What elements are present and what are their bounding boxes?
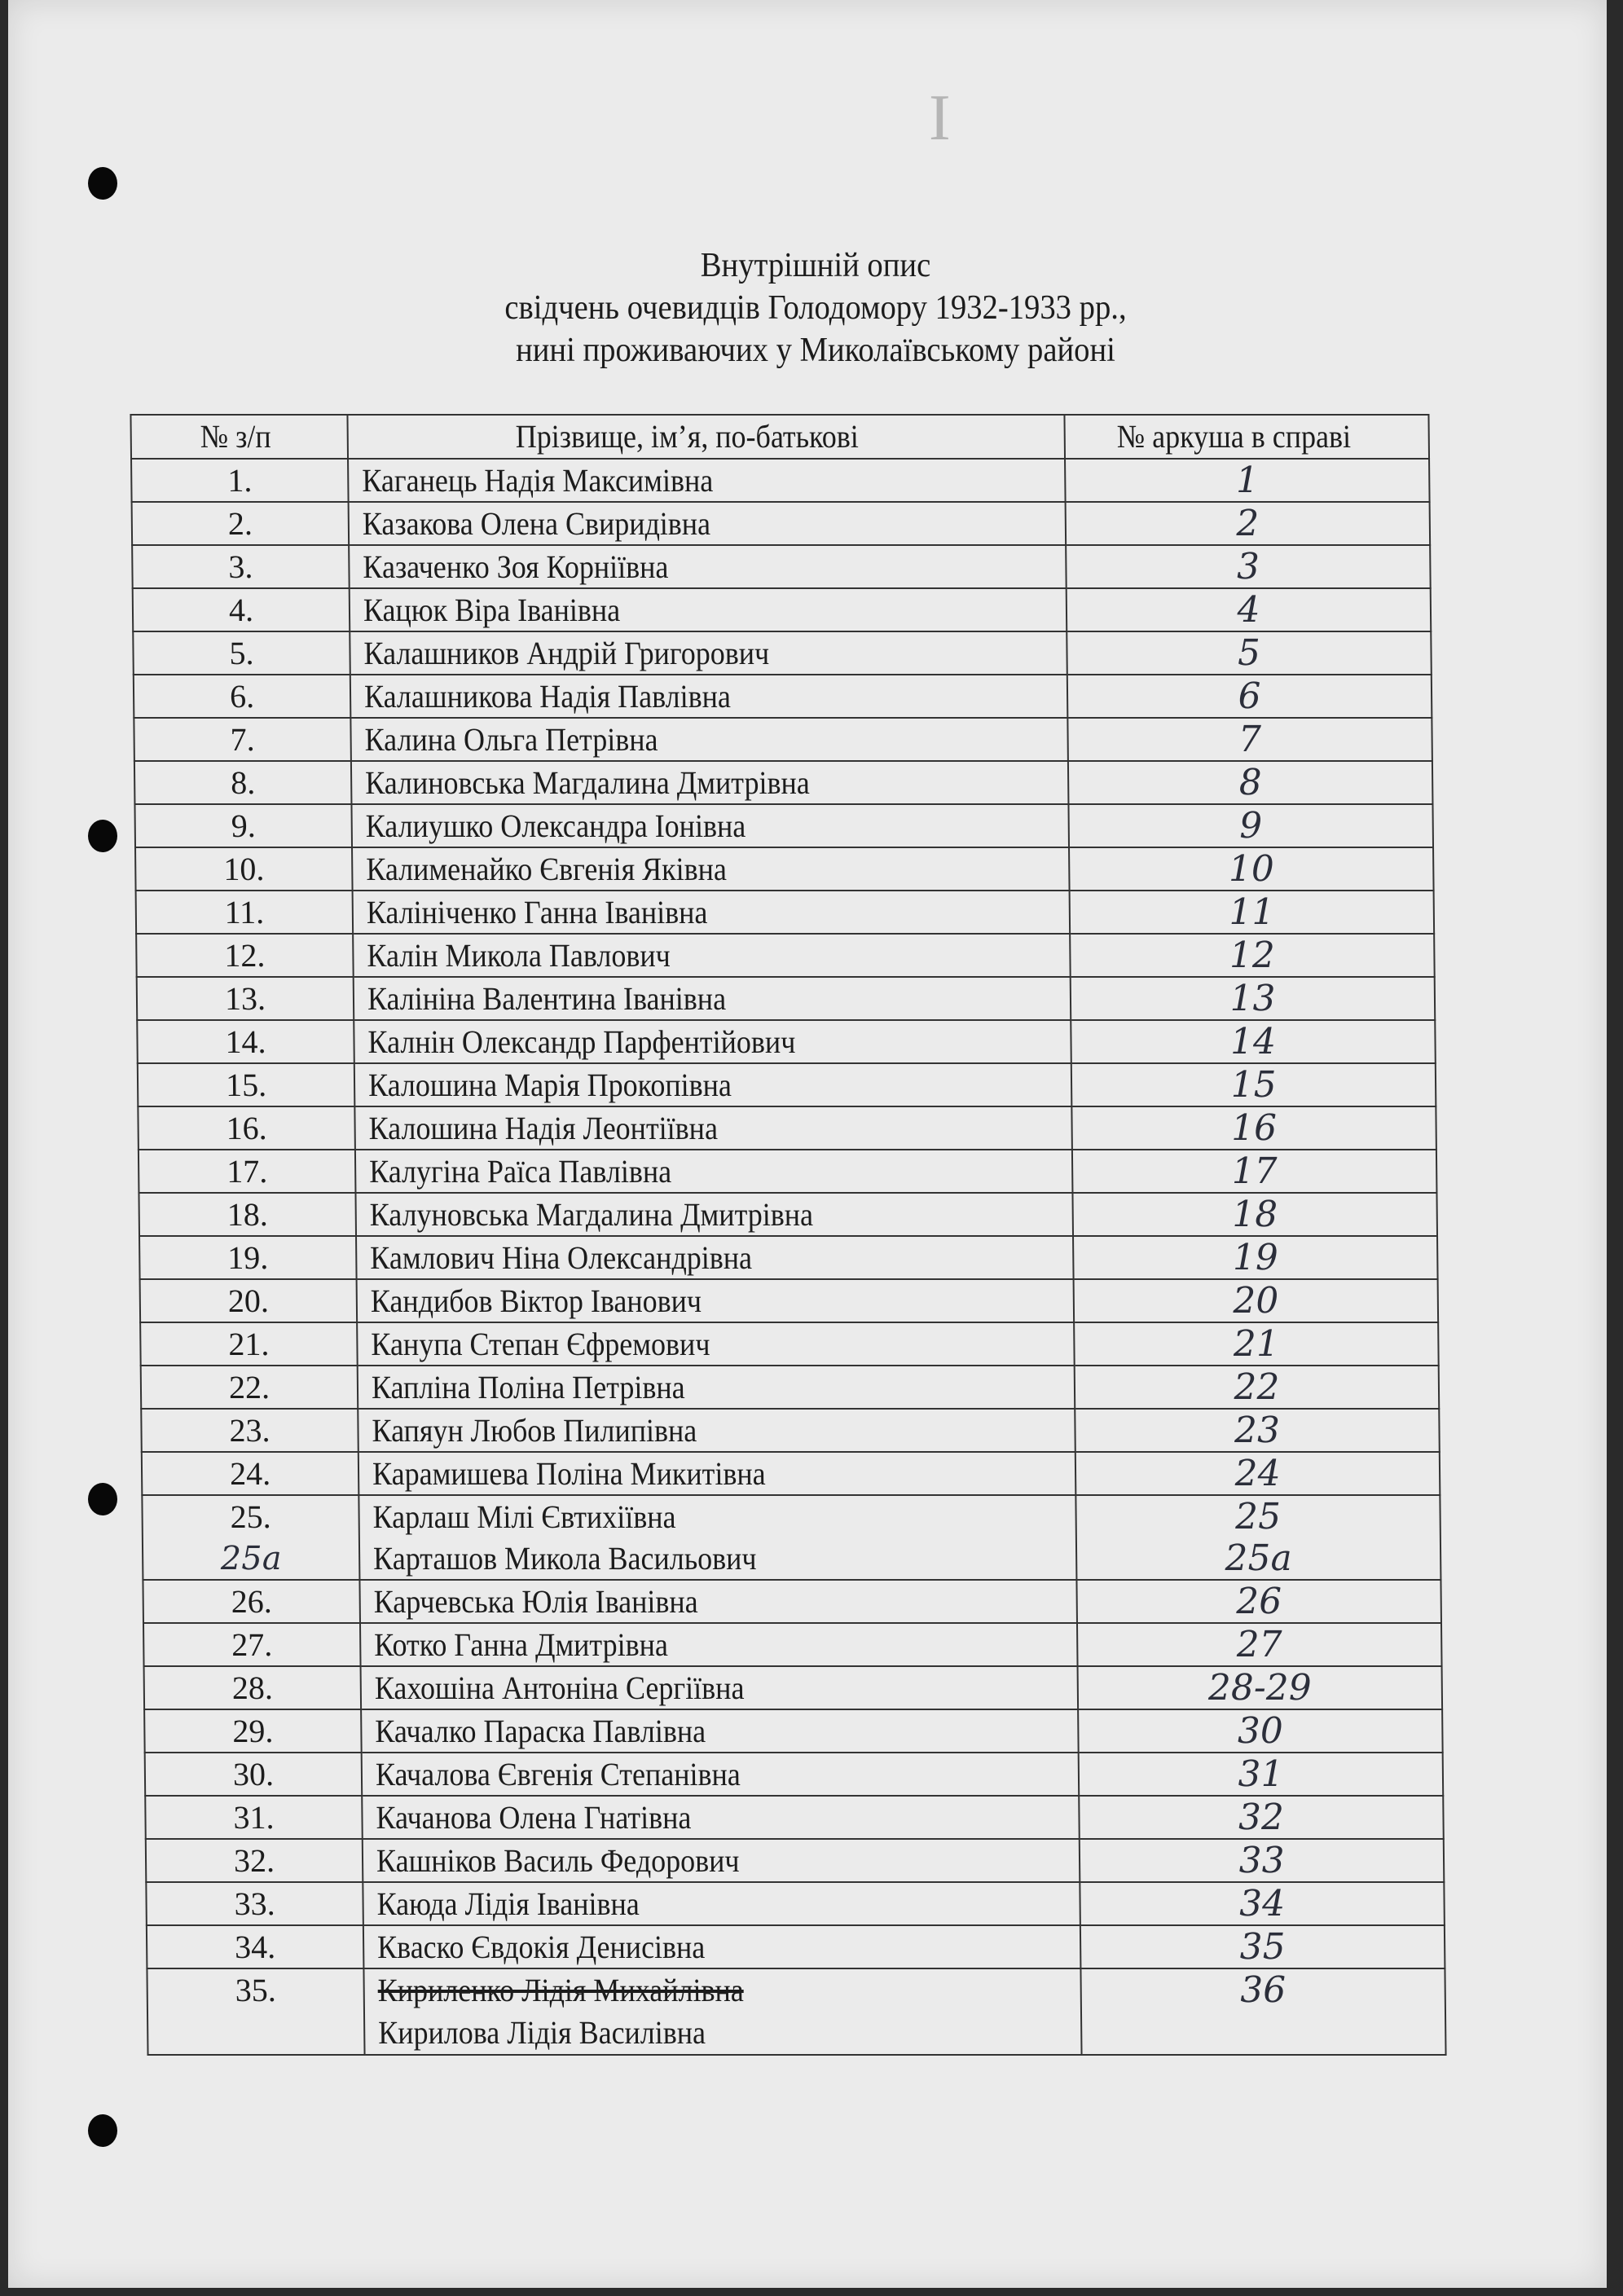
entry-number: 25а xyxy=(143,1537,360,1580)
entry-sheet-number: 33 xyxy=(1080,1839,1445,1882)
entry-number: 31. xyxy=(145,1796,363,1839)
entry-name-cell xyxy=(350,718,1068,761)
table-row xyxy=(134,761,1433,804)
entry-sheet-number: 17 xyxy=(1072,1150,1437,1193)
title-line-3: нині проживаючих у Миколаївському районі xyxy=(516,332,1115,369)
entry-name-cell xyxy=(353,891,1071,934)
entry-name: Капяун Любов Пилипівна xyxy=(372,1411,697,1449)
table-row xyxy=(137,1020,1436,1063)
entry-sheet-number: 26 xyxy=(1076,1580,1441,1623)
entry-sheet-number: 27 xyxy=(1077,1623,1442,1666)
punch-hole xyxy=(88,2114,117,2147)
entry-name-cell xyxy=(358,1495,1076,1537)
entry-name-cell xyxy=(359,1580,1077,1623)
entry-sheet-number: 9 xyxy=(1068,804,1433,847)
entry-sheet-number: 22 xyxy=(1075,1366,1440,1409)
entry-name-cell xyxy=(354,977,1071,1020)
entry-number: 32. xyxy=(146,1839,363,1882)
table-row xyxy=(140,1322,1439,1366)
entry-sheet-number: 21 xyxy=(1074,1322,1439,1366)
entry-name: Калименайко Євгенія Яківна xyxy=(366,850,728,887)
entry-sheet-number: 35 xyxy=(1080,1925,1445,1968)
entry-number: 27. xyxy=(143,1623,361,1666)
table-row xyxy=(147,1968,1445,2055)
entry-sheet-number: 19 xyxy=(1073,1236,1438,1279)
entry-name-cell xyxy=(351,761,1069,804)
entry-name-cell xyxy=(350,631,1067,675)
entry-sheet-number: 25 xyxy=(1075,1495,1440,1537)
entry-name-cell xyxy=(348,459,1066,502)
entry-name: Карамишева Поліна Микитівна xyxy=(372,1454,766,1492)
entry-name-cell xyxy=(357,1279,1075,1322)
table-row xyxy=(144,1709,1443,1753)
entry-name-cell xyxy=(352,847,1070,891)
entry-sheet-number: 12 xyxy=(1070,934,1435,977)
entry-name-cell xyxy=(363,1882,1080,1925)
inventory-table xyxy=(130,414,1446,2056)
table-row xyxy=(138,1063,1436,1106)
table-row xyxy=(134,718,1432,761)
entry-sheet-number: 32 xyxy=(1079,1796,1444,1839)
entry-name-corrected: Кирилова Лідія Василівна xyxy=(378,2014,706,2051)
table-row xyxy=(140,1279,1439,1322)
entry-name: Калуновська Магдалина Дмитрівна xyxy=(369,1195,814,1233)
table-row xyxy=(141,1409,1440,1452)
entry-name: Карчевська Юлія Іванівна xyxy=(373,1582,698,1620)
entry-number: 34. xyxy=(147,1925,364,1968)
table-row xyxy=(143,1537,1441,1580)
entry-name: Карлаш Мілі Євтихіївна xyxy=(372,1498,676,1535)
entry-name: Карташов Микола Васильович xyxy=(372,1539,757,1577)
entry-name: Калошина Надія Леонтіївна xyxy=(368,1109,719,1146)
table-row xyxy=(131,459,1430,502)
entry-name: Калашникова Надія Павлівна xyxy=(363,677,732,715)
entry-name: Калина Ольга Петрівна xyxy=(364,720,658,758)
table-row xyxy=(142,1495,1440,1537)
table-row xyxy=(134,675,1432,718)
entry-number: 22. xyxy=(141,1366,358,1409)
table-row xyxy=(145,1796,1444,1839)
entry-name: Каганець Надія Максимівна xyxy=(362,461,714,499)
entry-name-cell xyxy=(363,1968,1081,2055)
title-line-1: Внутрішній опис xyxy=(700,247,931,284)
entry-name-cell xyxy=(363,1925,1081,1968)
table-row xyxy=(139,1150,1437,1193)
entry-sheet-number: 11 xyxy=(1070,891,1435,934)
entry-sheet-number: 36 xyxy=(1080,1968,1445,2055)
entry-name: Калін Микола Павлович xyxy=(367,936,671,974)
entry-number: 20. xyxy=(140,1279,358,1322)
entry-name: Калініченко Ганна Іванівна xyxy=(366,893,708,930)
entry-number: 21. xyxy=(140,1322,358,1366)
entry-number: 2. xyxy=(132,502,350,545)
table-header xyxy=(130,415,1429,459)
entry-name: Котко Ганна Дмитрівна xyxy=(374,1625,669,1663)
table-row xyxy=(136,891,1435,934)
punch-hole xyxy=(88,1483,117,1515)
entry-sheet-number: 8 xyxy=(1068,761,1433,804)
entry-name: Кахошіна Антоніна Сергіївна xyxy=(374,1669,745,1706)
entry-name: Кваско Євдокія Денисівна xyxy=(376,1928,706,1965)
entry-number: 1. xyxy=(131,459,349,502)
entry-sheet-number: 15 xyxy=(1071,1063,1436,1106)
entry-sheet-number: 23 xyxy=(1075,1409,1440,1452)
entry-number: 16. xyxy=(138,1106,355,1150)
entry-number: 30. xyxy=(145,1753,363,1796)
entry-sheet-number: 4 xyxy=(1067,588,1432,631)
entry-name-cell xyxy=(362,1796,1080,1839)
entry-number: 9. xyxy=(134,804,352,847)
entry-number: 11. xyxy=(136,891,354,934)
entry-name: Капліна Поліна Петрівна xyxy=(371,1368,685,1405)
header-sheet: № аркуша в справі xyxy=(1064,415,1429,459)
entry-name: Камлович Ніна Олександрівна xyxy=(370,1238,753,1276)
entry-sheet-number: 24 xyxy=(1075,1452,1440,1495)
punch-hole xyxy=(88,167,117,200)
entry-number: 35. xyxy=(147,1968,364,2055)
entry-sheet-number: 10 xyxy=(1069,847,1434,891)
entry-number: 13. xyxy=(137,977,354,1020)
entry-number: 8. xyxy=(134,761,352,804)
entry-sheet-number: 20 xyxy=(1074,1279,1439,1322)
table-row xyxy=(132,545,1431,588)
entry-name-cell xyxy=(354,1063,1072,1106)
entry-sheet-number: 28-29 xyxy=(1078,1666,1443,1709)
entry-name: Кандибов Віктор Іванович xyxy=(370,1282,702,1319)
entry-sheet-number: 16 xyxy=(1071,1106,1436,1150)
entry-name-struck: Кириленко Лідія Михайлівна xyxy=(377,1972,744,2008)
punch-hole xyxy=(88,820,117,852)
entry-name-cell xyxy=(354,1020,1071,1063)
entry-number: 24. xyxy=(142,1452,359,1495)
entry-number: 25. xyxy=(142,1495,359,1537)
table-row xyxy=(138,1106,1436,1150)
document-page xyxy=(8,0,1607,2288)
entry-name-cell xyxy=(349,502,1067,545)
entry-name: Калнін Олександр Парфентійович xyxy=(367,1023,796,1060)
entry-name-cell xyxy=(355,1150,1073,1193)
entry-name-cell xyxy=(362,1753,1080,1796)
entry-number: 10. xyxy=(135,847,353,891)
entry-sheet-number: 2 xyxy=(1066,502,1431,545)
entry-name: Казакова Олена Свиридівна xyxy=(362,504,711,542)
table-row xyxy=(146,1839,1445,1882)
table-row xyxy=(139,1193,1437,1236)
entry-name-cell xyxy=(350,675,1068,718)
table-row xyxy=(135,847,1434,891)
table-row xyxy=(132,502,1431,545)
entry-number: 33. xyxy=(146,1882,363,1925)
entry-number: 7. xyxy=(134,718,351,761)
table-row xyxy=(133,631,1432,675)
entry-name-cell xyxy=(349,545,1067,588)
entry-name-cell xyxy=(361,1709,1079,1753)
entry-number: 15. xyxy=(138,1063,355,1106)
entry-number: 4. xyxy=(133,588,350,631)
entry-name: Качалова Євгенія Степанівна xyxy=(375,1755,741,1792)
entry-name: Кашніков Василь Федорович xyxy=(376,1841,740,1879)
entry-name-cell xyxy=(357,1322,1075,1366)
entry-name-cell xyxy=(355,1193,1073,1236)
entry-sheet-number: 13 xyxy=(1071,977,1436,1020)
table-row xyxy=(146,1882,1445,1925)
entry-number: 17. xyxy=(139,1150,356,1193)
header-name: Прізвище, ім’я, по-батькові xyxy=(347,415,1065,459)
entry-name: Калашников Андрій Григорович xyxy=(363,634,770,671)
entry-name-cell xyxy=(354,1106,1072,1150)
entry-name-cell xyxy=(353,934,1071,977)
entry-name: Каюда Лідія Іванівна xyxy=(376,1885,640,1922)
entry-name-cell xyxy=(358,1452,1076,1495)
entry-sheet-number: 30 xyxy=(1078,1709,1443,1753)
entry-sheet-number: 5 xyxy=(1067,631,1432,675)
entry-number: 26. xyxy=(143,1580,360,1623)
entry-sheet-number: 31 xyxy=(1079,1753,1444,1796)
entry-name: Казаченко Зоя Корніївна xyxy=(363,548,669,585)
entry-name: Кацюк Віра Іванівна xyxy=(363,591,621,628)
entry-number: 19. xyxy=(139,1236,357,1279)
table-row xyxy=(133,588,1432,631)
entry-name-cell xyxy=(361,1666,1079,1709)
entry-sheet-number: 7 xyxy=(1067,718,1432,761)
entry-number: 6. xyxy=(134,675,351,718)
entry-number: 5. xyxy=(133,631,350,675)
table-row xyxy=(134,804,1433,847)
table-row xyxy=(143,1623,1442,1666)
entry-name-cell xyxy=(358,1409,1075,1452)
entry-name: Канупа Степан Єфремович xyxy=(371,1325,710,1362)
entry-sheet-number: 1 xyxy=(1065,459,1430,502)
entry-name: Калугіна Раїса Павлівна xyxy=(368,1152,672,1190)
table-row xyxy=(142,1452,1440,1495)
entry-name: Калиушко Олександра Іонівна xyxy=(365,807,746,844)
entry-name-cell xyxy=(360,1623,1078,1666)
entry-sheet-number: 3 xyxy=(1066,545,1431,588)
header-number: № з/п xyxy=(130,415,348,459)
table-row xyxy=(141,1366,1440,1409)
entry-number: 12. xyxy=(136,934,354,977)
title-line-2: свідчень очевидців Голодомору 1932-1933 рр., xyxy=(504,289,1127,327)
table-row xyxy=(139,1236,1438,1279)
entry-name-cell xyxy=(359,1537,1077,1580)
entry-number: 23. xyxy=(141,1409,358,1452)
entry-sheet-number: 34 xyxy=(1080,1882,1445,1925)
entry-name-cell xyxy=(351,804,1069,847)
entry-sheet-number: 6 xyxy=(1067,675,1432,718)
entry-sheet-number: 25а xyxy=(1076,1537,1441,1580)
table-row xyxy=(136,934,1435,977)
entry-name: Калошина Марія Прокопівна xyxy=(367,1066,732,1103)
entry-name-cell xyxy=(363,1839,1080,1882)
table-row xyxy=(147,1925,1445,1968)
entry-name-cell xyxy=(356,1236,1074,1279)
entry-number: 14. xyxy=(137,1020,354,1063)
table-row xyxy=(145,1753,1444,1796)
entry-name-cell xyxy=(350,588,1067,631)
entry-name: Калініна Валентина Іванівна xyxy=(367,979,727,1017)
entry-sheet-number: 14 xyxy=(1071,1020,1436,1063)
entry-number: 29. xyxy=(144,1709,362,1753)
entry-sheet-number: 18 xyxy=(1072,1193,1437,1236)
page-mark: I xyxy=(929,82,951,154)
entry-name: Калиновська Магдалина Дмитрівна xyxy=(364,763,810,801)
entry-number: 18. xyxy=(139,1193,356,1236)
entry-name: Качанова Олена Гнатівна xyxy=(376,1798,692,1836)
entry-name-cell xyxy=(358,1366,1075,1409)
document-title xyxy=(8,244,1607,372)
table-row xyxy=(137,977,1436,1020)
entry-number: 28. xyxy=(144,1666,362,1709)
table-row xyxy=(143,1580,1441,1623)
entry-number: 3. xyxy=(132,545,350,588)
table-row xyxy=(144,1666,1443,1709)
entry-name: Качалко Параска Павлівна xyxy=(375,1712,706,1749)
